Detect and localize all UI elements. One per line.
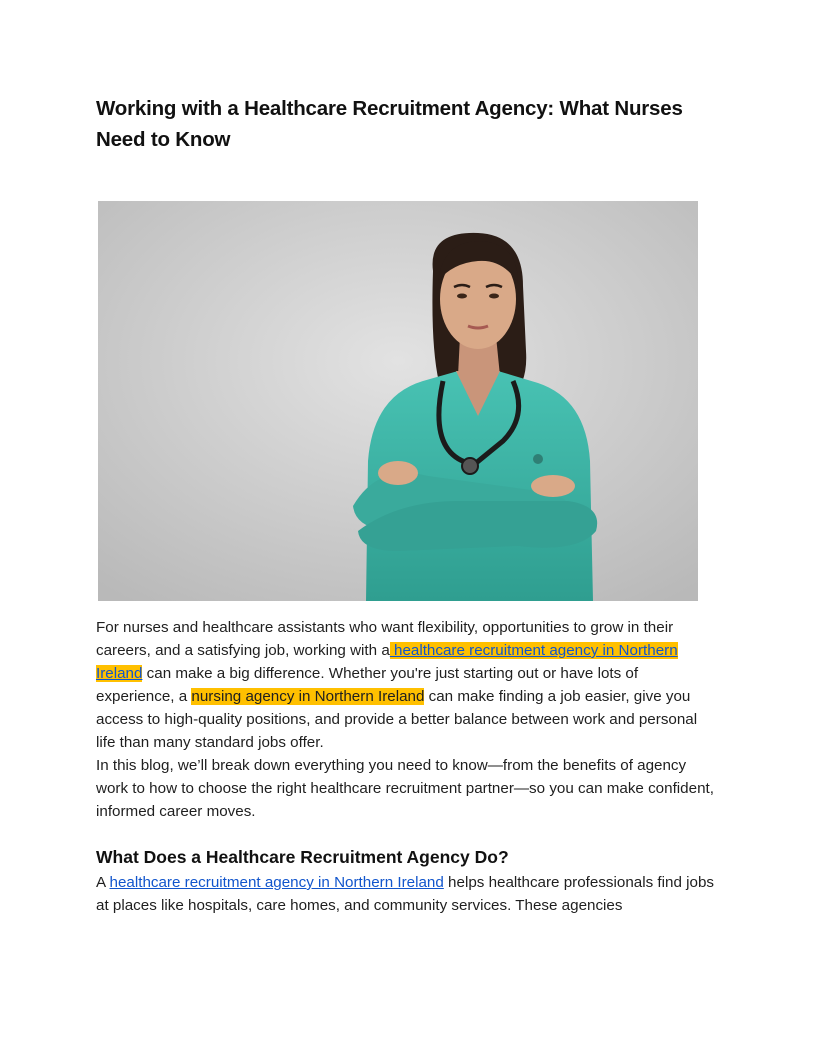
- nursing-agency-highlight: nursing agency in Northern Ireland: [191, 688, 425, 705]
- intro-text-1: For nurses and healthcare assistants who want flexibility, opportunities to grow in their careers, and a satisfying job, working with a: [96, 619, 674, 659]
- section-paragraph-1: [96, 871, 720, 917]
- intro-paragraph-2: In this blog, we’ll break down everything you need to know—from the benefits of agency work to how to choose the right healthcare recruitment partner—so you can make confident, informed career moves.: [96, 757, 714, 820]
- intro-paragraph-1: [96, 616, 720, 754]
- section-text-2: helps healthcare professionals find jobs at places like hospitals, care homes, and community services. These agencies: [96, 874, 714, 914]
- intro-text-3: can make finding a job easier, give you access to high-quality positions, and provide a better balance between work and personal life than many standard jobs offer.: [96, 688, 698, 751]
- link-healthcare-recruitment-agency[interactable]: healthcare recruitment agency in Northern Ireland: [96, 642, 678, 682]
- hero-image: [98, 201, 698, 601]
- section-text-1: A: [96, 874, 110, 891]
- intro-text-2: can make a big difference. Whether you're just starting out or have lots of experience, a: [96, 665, 639, 705]
- document-page: [96, 93, 720, 914]
- page-title: Working with a Healthcare Recruitment Agency: What Nurses Need to Know: [96, 97, 683, 151]
- intro-section: [96, 616, 720, 823]
- nurse-photo-icon: [98, 201, 698, 601]
- section-heading: What Does a Healthcare Recruitment Agency Do?: [96, 847, 509, 867]
- link-healthcare-recruitment-agency-2[interactable]: healthcare recruitment agency in Northern Ireland: [109, 874, 444, 891]
- section-body: [96, 871, 720, 917]
